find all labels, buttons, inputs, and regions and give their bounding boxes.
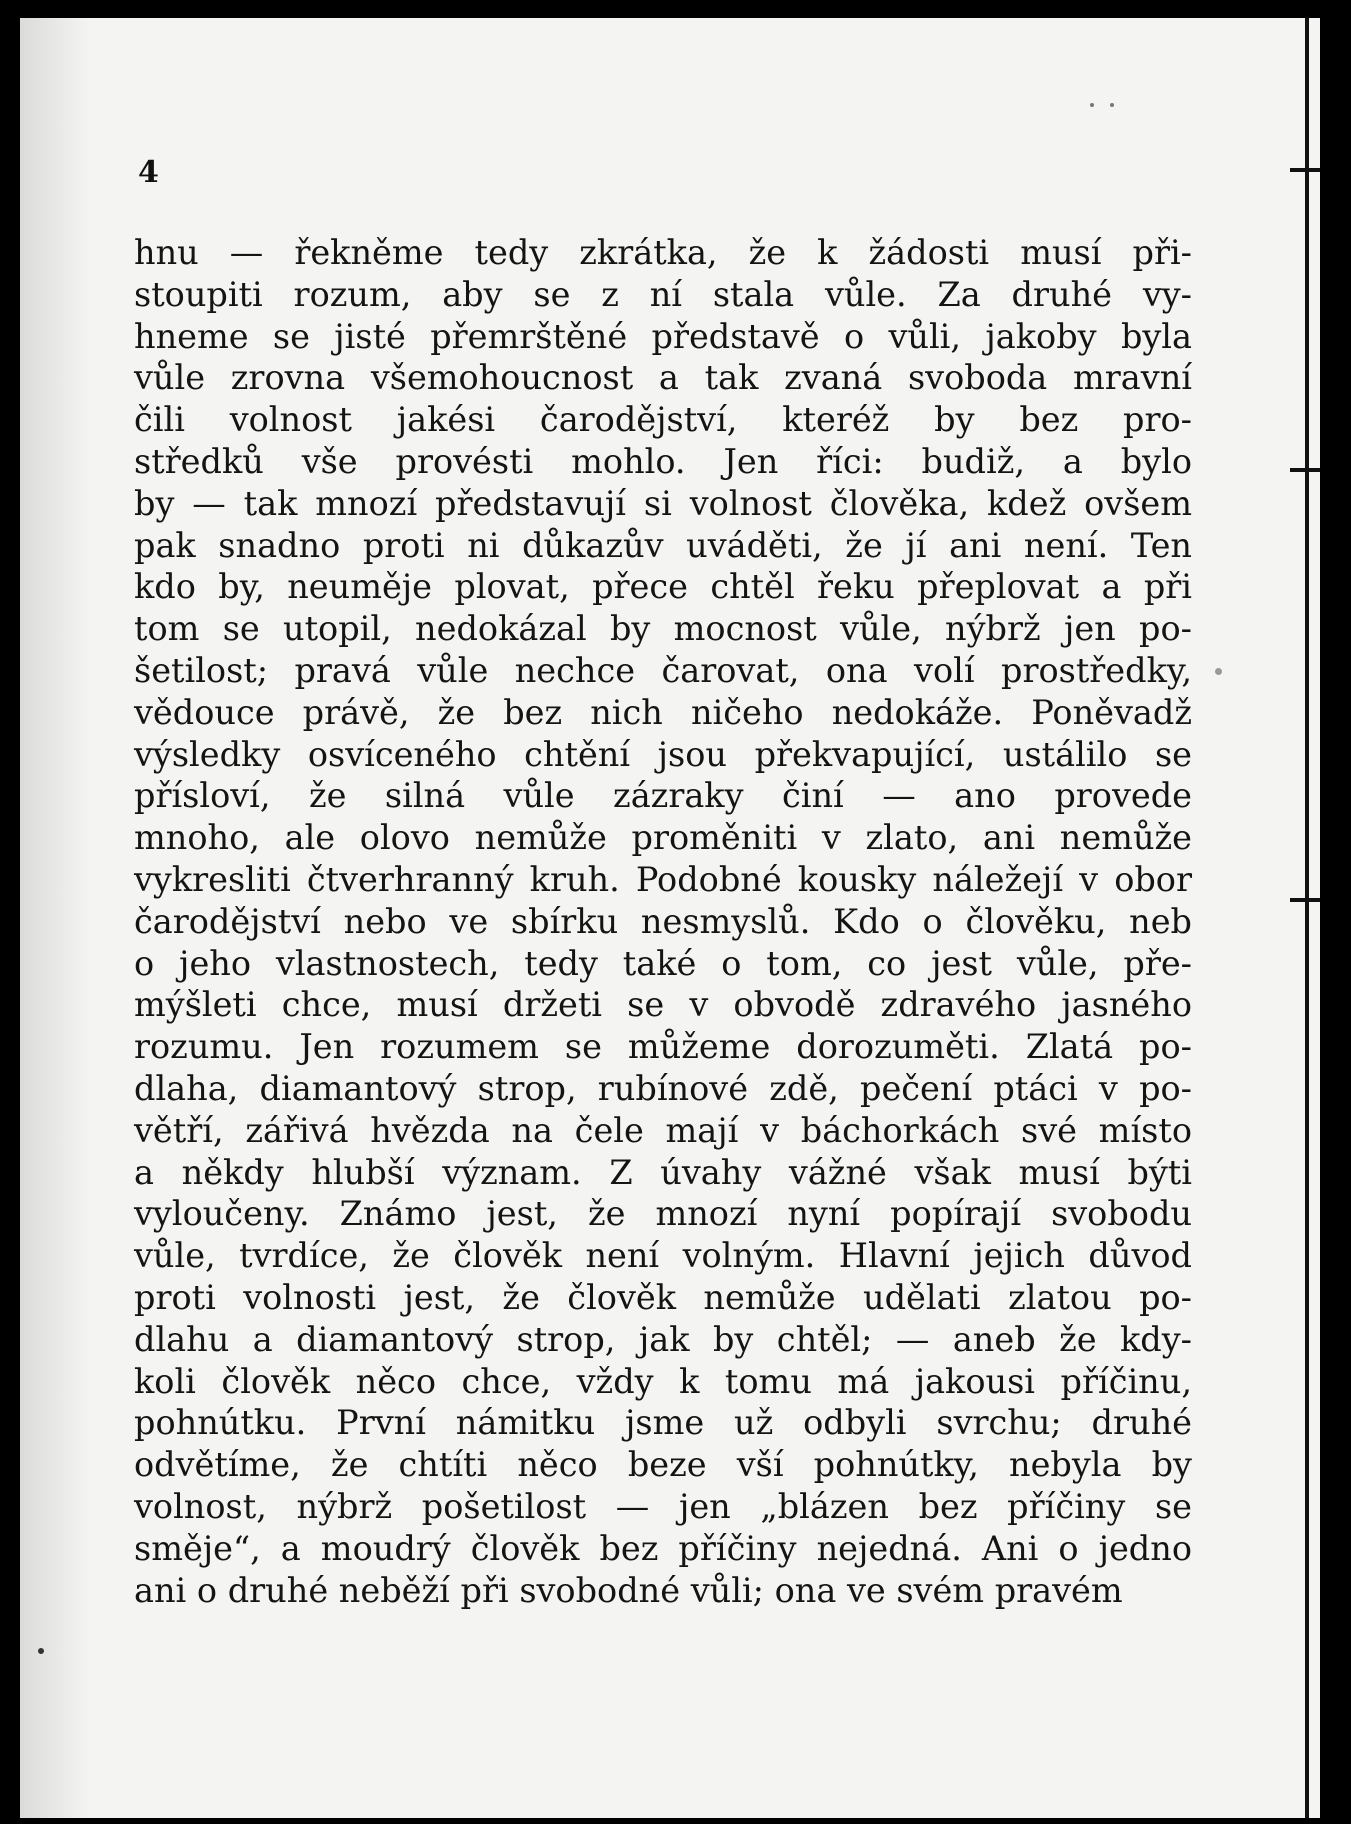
- edge-tick-mark: [1290, 898, 1320, 902]
- text-line: dlaha, diamantový strop, rubínové zdě, pečení ptáci v po-: [134, 1068, 1192, 1108]
- text-line: o jeho vlastnostech, tedy také o tom, co jest vůle, pře-: [134, 943, 1192, 983]
- book-page: [20, 18, 1320, 1818]
- text-line: mýšleti chce, musí držeti se v obvodě zdravého jasného: [134, 985, 1192, 1025]
- text-line: odvětíme, že chtíti něco beze vší pohnútky, nebyla by: [134, 1445, 1192, 1485]
- text-line: čarodějství nebo ve sbírku nesmyslů. Kdo o člověku, neb: [134, 901, 1192, 941]
- paper-speck: [38, 1648, 44, 1654]
- text-line: přísloví, že silná vůle zázraky činí — ano provede: [134, 776, 1192, 816]
- text-line: vykresliti čtverhranný kruh. Podobné kousky náležejí v obor: [134, 859, 1192, 899]
- text-line: vyloučeny. Známo jest, že mnozí nyní popírají svobodu: [134, 1194, 1192, 1234]
- text-line: pak snadno proti ni důkazův uváděti, že jí ani není. Ten: [134, 525, 1192, 565]
- paper-speck: [1110, 103, 1114, 107]
- body-text: [134, 232, 1192, 1611]
- text-line: tom se utopil, nedokázal by mocnost vůle, nýbrž jen po-: [134, 609, 1192, 649]
- text-line: kdo by, neuměje plovat, přece chtěl řeku přeplovat a při: [134, 567, 1192, 607]
- text-line: pohnútku. První námitku jsme už odbyli svrchu; druhé: [134, 1403, 1192, 1443]
- edge-tick-mark: [1290, 168, 1320, 172]
- page-shadow: [20, 18, 90, 1818]
- text-line: rozumu. Jen rozumem se můžeme dorozuměti. Zlatá po-: [134, 1027, 1192, 1067]
- text-line: vědouce právě, že bez nich ničeho nedokáže. Poněvadž: [134, 692, 1192, 732]
- text-line: vůle, tvrdíce, že člověk není volným. Hlavní jejich důvod: [134, 1236, 1192, 1276]
- text-line: středků vše provésti mohlo. Jen říci: budiž, a bylo: [134, 441, 1192, 481]
- text-line: volnost, nýbrž pošetilost — jen „blázen bez příčiny se: [134, 1486, 1192, 1526]
- paper-speck: [1215, 668, 1222, 675]
- text-line: směje“, a moudrý člověk bez příčiny nejedná. Ani o jedno: [134, 1528, 1192, 1568]
- edge-tick-mark: [1290, 468, 1320, 472]
- text-line: proti volnosti jest, že člověk nemůže udělati zlatou po-: [134, 1277, 1192, 1317]
- text-line: čili volnost jakési čarodějství, kteréž by bez pro-: [134, 400, 1192, 440]
- text-line: výsledky osvíceného chtění jsou překvapující, ustálilo se: [134, 734, 1192, 774]
- text-line: by — tak mnozí představují si volnost člověka, kdež ovšem: [134, 483, 1192, 523]
- text-line: koli člověk něco chce, vždy k tomu má jakousi příčinu,: [134, 1361, 1192, 1401]
- text-line: stoupiti rozum, aby se z ní stala vůle. Za druhé vy-: [134, 274, 1192, 314]
- text-line: hneme se jisté přemrštěné představě o vůli, jakoby byla: [134, 316, 1192, 356]
- page-number: 4: [138, 155, 159, 190]
- text-line: šetilost; pravá vůle nechce čarovat, ona volí prostředky,: [134, 650, 1192, 690]
- text-line: ani o druhé neběží při svobodné vůli; ona ve svém pravém: [134, 1570, 1123, 1610]
- page-edge-line: [1305, 18, 1309, 1818]
- text-line: hnu — řekněme tedy zkrátka, že k žádosti musí při-: [134, 233, 1192, 272]
- text-line: dlahu a diamantový strop, jak by chtěl; — aneb že kdy-: [134, 1319, 1192, 1359]
- paper-speck: [1090, 103, 1094, 107]
- text-line: vůle zrovna všemohoucnost a tak zvaná svoboda mravní: [134, 358, 1192, 398]
- text-line: větří, zářivá hvězda na čele mají v báchorkách své místo: [134, 1110, 1192, 1150]
- text-line: a někdy hlubší význam. Z úvahy vážné však musí býti: [134, 1152, 1192, 1192]
- text-line: mnoho, ale olovo nemůže proměniti v zlato, ani nemůže: [134, 818, 1192, 858]
